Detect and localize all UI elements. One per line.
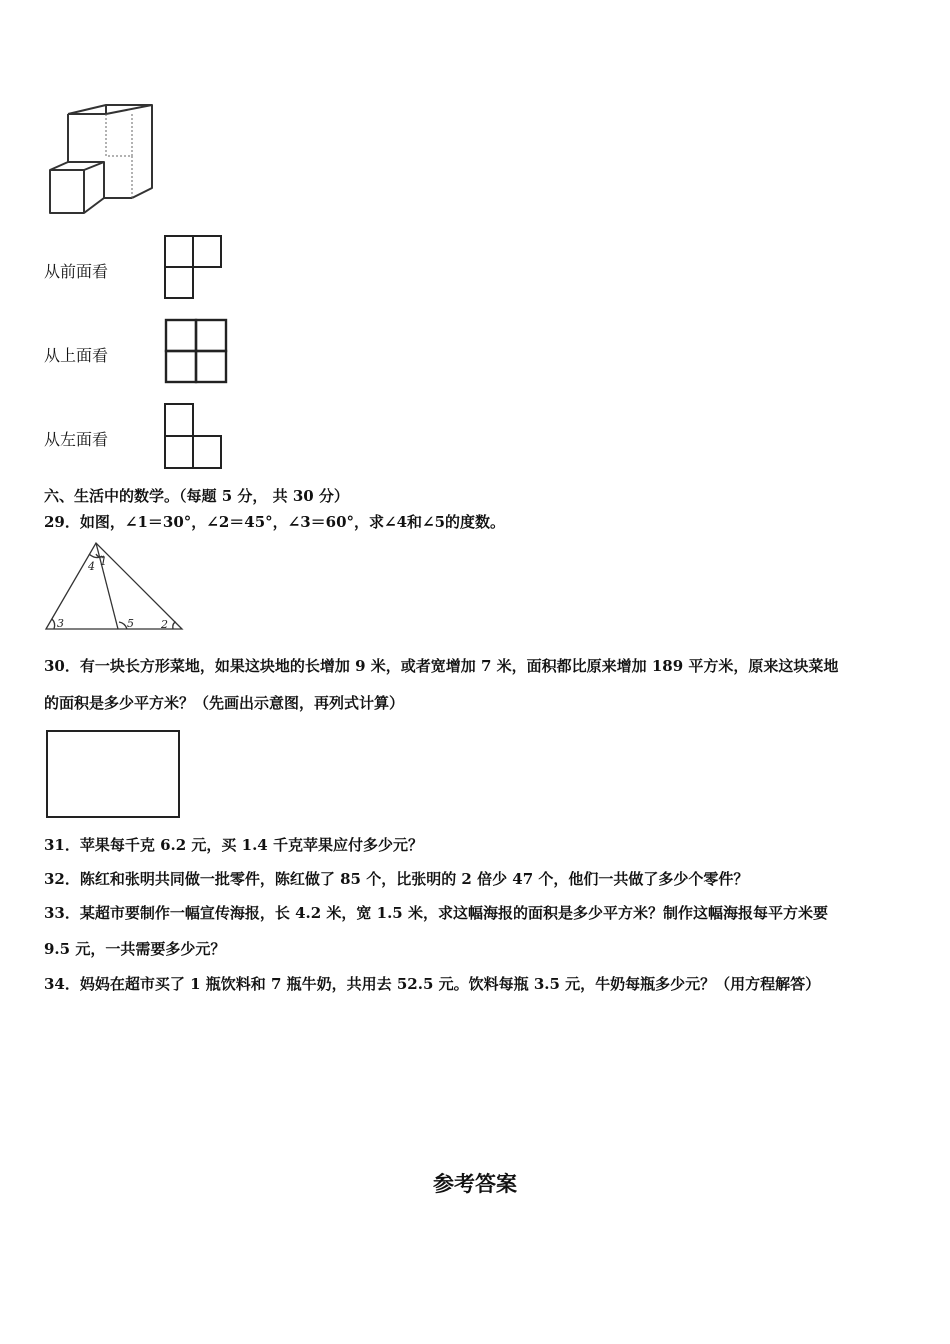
angle-label-2: 2 [161,618,168,631]
question-29: 29．如图，∠1＝30°，∠2＝45°，∠3＝60°，求∠4和∠5的度数。 [44,513,506,531]
sketch-rectangle [46,730,180,818]
top-view-label: 从上面看 [44,346,109,365]
angle-label-1: 1 [100,555,107,568]
question-33-line-1: 33．某超市要制作一幅宣传海报，长 4.2 米，宽 1.5 米，求这幅海报的面积是多少平方米？制作这幅海报每平方米要 [44,904,828,922]
angle-label-4: 4 [88,560,95,573]
front-view-grid [164,235,224,299]
question-32: 32．陈红和张明共同做一批零件，陈红做了 85 个，比张明的 2 倍少 47 个，他们一共做了多少个零件？ [44,870,749,888]
left-view-label: 从左面看 [44,430,109,449]
answer-title: 参考答案 [433,1172,517,1196]
question-33-line-2: 9.5 元，一共需要多少元？ [44,940,226,958]
angle-label-5: 5 [127,617,134,630]
top-view-grid [164,318,228,384]
left-view-grid [164,403,224,469]
front-view-label: 从前面看 [44,262,109,281]
section-heading: 六、生活中的数学。（每题 5 分， 共 30 分） [44,487,349,505]
angle-label-3: 3 [57,617,64,630]
question-30-line-1: 30．有一块长方形菜地，如果这块地的长增加 9 米，或者宽增加 7 米，面积都比原来增加 189 平方米，原来这块菜地 [44,657,839,675]
question-34: 34．妈妈在超市买了 1 瓶饮料和 7 瓶牛奶，共用去 52.5 元。饮料每瓶 3.5 元，牛奶每瓶多少元？（用方程解答） [44,975,821,993]
triangle-figure [44,540,186,634]
cube-figure [44,100,159,220]
question-30-line-2: 的面积是多少平方米？（先画出示意图，再列式计算） [44,694,405,712]
question-31: 31．苹果每千克 6.2 元，买 1.4 千克苹果应付多少元？ [44,836,423,854]
